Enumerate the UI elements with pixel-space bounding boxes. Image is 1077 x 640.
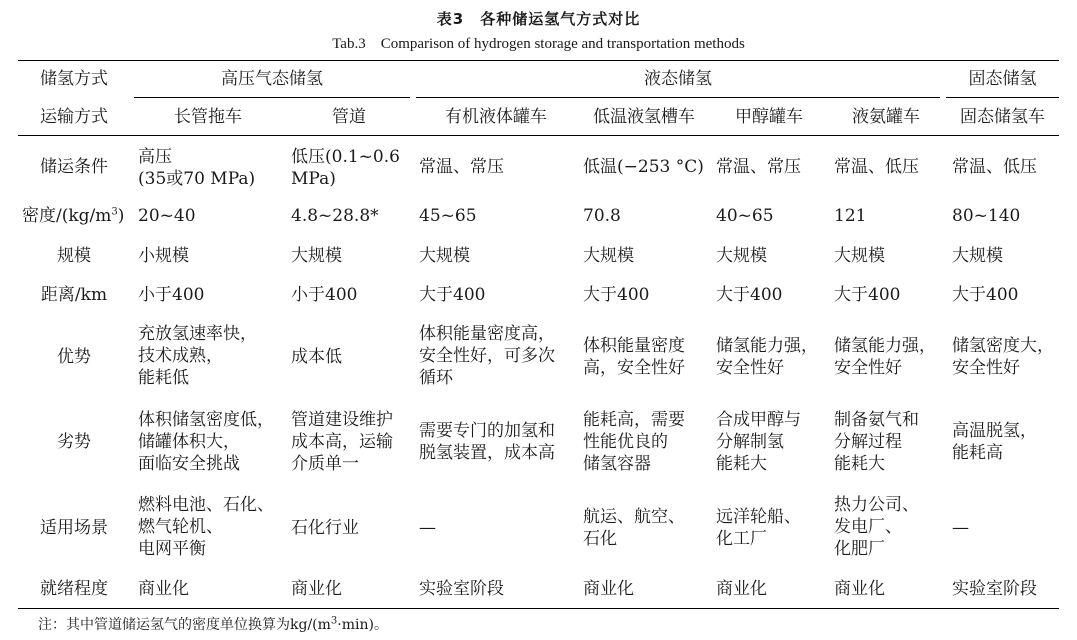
table-cell: 储氢能力强， 安全性好 [716,336,818,378]
table-cell: 体积能量密度高， 安全性好，可多次 循环 [419,324,555,388]
table-cell: 体积能量密度 高，安全性好 [583,336,685,378]
table-cell: 储氢密度大， 安全性好 [952,336,1054,378]
top-rule [18,60,1059,61]
density-label-sup: 3 [111,206,118,218]
group-rule-gaseous [134,97,410,98]
density-label-text: 密度/(kg/m [22,206,112,226]
table-cell: 燃料电池、石化、 燃气轮机、 电网平衡 [138,495,274,559]
table-cell: 常温、常压 [419,157,504,177]
header-method: 长管拖车 [174,107,242,127]
table-cell: 大于400 [419,285,486,305]
row-label: 储运条件 [40,157,108,177]
header-method: 低温液氢槽车 [593,107,695,127]
table-cell: 体积储氢密度低， 储罐体积大， 面临安全挑战 [138,410,274,474]
table-cell: 20~40 [138,206,196,226]
table-cell: — [952,518,969,538]
table-cell: 大于400 [834,285,901,305]
group-rule-liquid [416,97,940,98]
header-label-storage: 储氢方式 [40,69,108,89]
table-cell: 大规模 [419,246,470,266]
table-cell: 合成甲醇与 分解制氢 能耗大 [716,410,801,474]
header-bottom-rule [18,135,1059,136]
table-cell: 大规模 [952,246,1003,266]
table-cell: 能耗高，需要 性能优良的 储氢容器 [583,410,685,474]
table-cell: 45~65 [419,206,477,226]
header-group-liquid: 液态储氢 [644,69,712,89]
footnote-sup: 3 [330,615,338,627]
table-cell: 大于400 [716,285,783,305]
table-cell: 大于400 [583,285,650,305]
header-method: 液氨罐车 [852,107,920,127]
table-cell: 高温脱氢， 能耗高 [952,421,1037,463]
table-footnote [38,616,388,634]
density-label-end: ) [117,206,125,226]
table-cell: 远洋轮船、 化工厂 [716,507,801,549]
table-cell: 低压(0.1~0.6 MPa) [291,147,400,189]
table-cell: 成本低 [291,347,342,367]
footnote-text: 注：其中管道储运氢气的密度单位换算为kg/(m [38,617,331,633]
table-cell: 管道建设维护 成本高，运输 介质单一 [291,410,393,474]
header-group-solid: 固态储氢 [968,69,1037,89]
table-cell: 大规模 [291,246,342,266]
row-label: 距离/km [40,285,108,305]
table-cell: 石化行业 [291,518,359,538]
bottom-rule [18,608,1059,609]
table-cell: 80~140 [952,206,1021,226]
header-method: 固态储氢车 [960,107,1045,127]
table-cell: 小规模 [138,246,189,266]
table-cell: 储氢能力强， 安全性好 [834,336,936,378]
table-cell: 需要专门的加氢和 脱氢装置，成本高 [419,421,555,463]
table-caption-cn: 表3 各种储运氢气方式对比 [436,10,641,28]
table-caption-en: Tab.3 Comparison of hydrogen storage and transportation methods [332,36,745,52]
table-cell: 121 [834,206,867,226]
table-cell: — [419,518,436,538]
group-rule-solid [946,97,1059,98]
table-cell: 商业化 [834,579,885,599]
table-cell: 高压 (35或70 MPa) [138,147,256,189]
row-label-density [22,205,134,227]
table-cell: 小于400 [291,285,358,305]
table-cell: 常温、低压 [834,157,919,177]
table-cell: 小于400 [138,285,205,305]
row-label: 就绪程度 [40,579,108,599]
table-cell: 实验室阶段 [952,579,1037,599]
table-cell: 商业化 [583,579,634,599]
table-cell: 大规模 [583,246,634,266]
table-cell: 充放氢速率快， 技术成熟， 能耗低 [138,324,257,388]
table-cell: 大于400 [952,285,1019,305]
table-cell: 实验室阶段 [419,579,504,599]
table-cell: 低温(−253 °C) [583,157,704,177]
table-cell: 4.8~28.8* [291,206,379,226]
table-cell: 商业化 [716,579,767,599]
row-label: 适用场景 [40,518,108,538]
table-cell: 40~65 [716,206,774,226]
table-cell: 常温、常压 [716,157,801,177]
table-cell: 70.8 [583,206,621,226]
table-cell: 商业化 [291,579,342,599]
table-cell: 热力公司、 发电厂、 化肥厂 [834,495,919,559]
header-method: 管道 [332,107,366,127]
header-method: 甲醇罐车 [735,107,803,127]
row-label: 劣势 [57,432,91,452]
table-cell: 大规模 [716,246,767,266]
header-group-gaseous: 高压气态储氢 [221,69,323,89]
row-label: 优势 [57,347,91,367]
table-cell: 商业化 [138,579,189,599]
header-method: 有机液体罐车 [445,107,547,127]
table-cell: 大规模 [834,246,885,266]
table-cell: 制备氨气和 分解过程 能耗大 [834,410,919,474]
row-label: 规模 [57,246,91,266]
footnote-end: ·min)。 [337,617,388,633]
header-label-transport: 运输方式 [40,107,108,127]
table-cell: 常温、低压 [952,157,1037,177]
table-cell: 航运、航空、 石化 [583,507,685,549]
